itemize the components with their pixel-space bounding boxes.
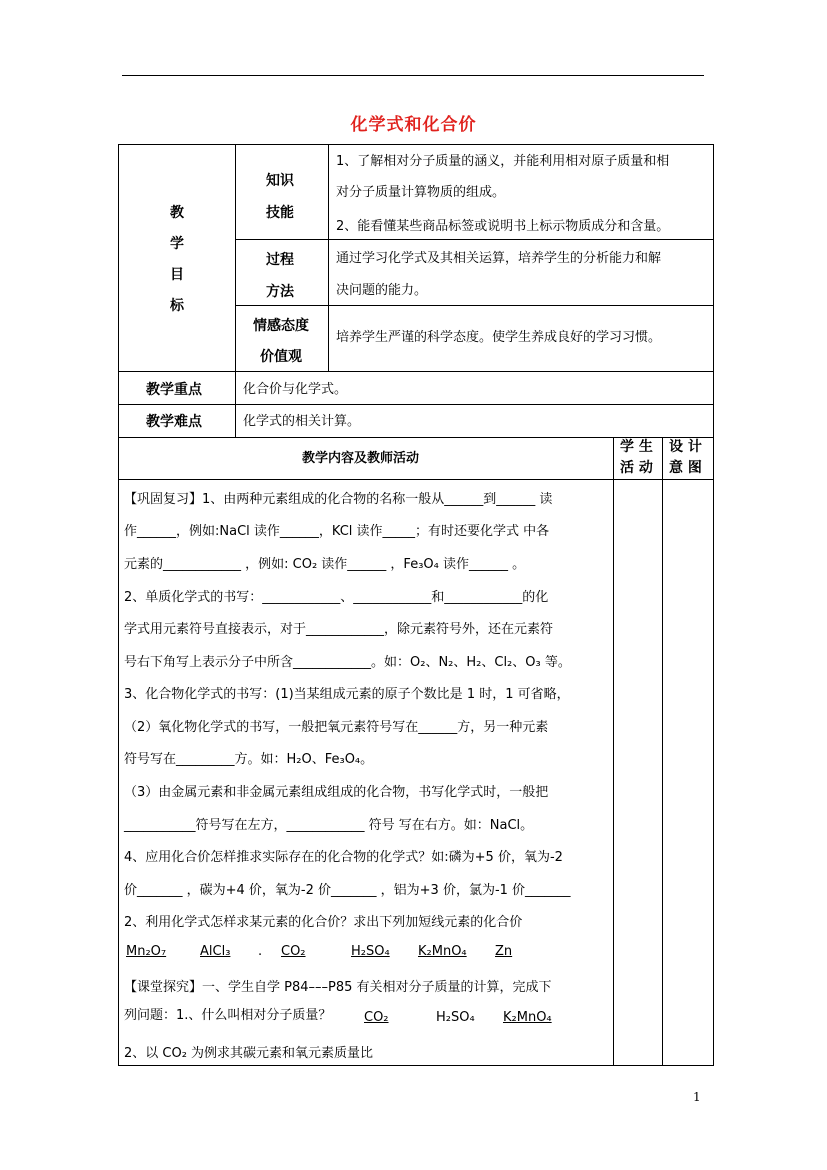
objectives-group-label: 教 学 目 标 (170, 205, 184, 314)
vrule-label-col (235, 144, 236, 437)
knowledge-label-2: 技能 (266, 205, 294, 221)
process-label-1: 过程 (266, 252, 294, 268)
explore-co2: CO₂ (364, 1010, 389, 1025)
design-intent-header-1: 设 计 (669, 439, 702, 455)
content-line: （3）由金属元素和非金属元素组成组成的化合物，书写化学式时，一般把 (124, 785, 549, 800)
knowledge-line-3: 2、能看懂某些商品标签或说明书上标示物质成分和含量。 (336, 219, 670, 234)
formula-h2so4: H₂SO₄ (351, 944, 390, 959)
emotion-line-1: 培养学生严谨的科学态度。使学生养成良好的学习习惯。 (336, 330, 662, 345)
key-point-label: 教学重点 (146, 382, 202, 398)
content-line: 价_______ ，碳为+4 价，氧为-2 价_______ ，铝为+3 价，氯为-1 价_______ (124, 883, 571, 898)
vrule-student-col (613, 437, 614, 1066)
knowledge-line-2: 对分子质量计算物质的组成。 (336, 185, 506, 200)
difficulty-label: 教学难点 (146, 414, 202, 430)
formula-alcl3: AlCl₃ (200, 944, 231, 959)
rule-difficulty (118, 404, 714, 405)
formula-co2: CO₂ (281, 944, 306, 959)
content-line: 【巩固复习】1、由两种元素组成的化合物的名称一般从______到______ 读 (124, 492, 553, 507)
content-line: 号右下角写上表示分子中所含____________。如：O₂、N₂、H₂、Cl₂、O₃ 等。 (124, 655, 571, 670)
formula-zn: Zn (495, 944, 513, 959)
explore-k2mno4: K₂MnO₄ (503, 1010, 552, 1025)
content-line: 2、以 CO₂ 为例求其碳元素和氧元素质量比 (124, 1046, 374, 1061)
rule-content-body (118, 479, 714, 480)
formula-k2mno4: K₂MnO₄ (418, 944, 467, 959)
content-line: 学式用元素符号直接表示，对于____________，除元素符号外，还在元素符 (124, 622, 554, 637)
student-activity-header-1: 学 生 (620, 439, 653, 455)
formula-dot: . (258, 944, 263, 959)
vrule-sub-col (328, 144, 329, 371)
content-line: 【课堂探究】一、学生自学 P84–––P85 有关相对分子质量的计算，完成下 (124, 980, 552, 995)
rule-key-point (118, 371, 714, 372)
content-line: 3、化合物化学式的书写：(1)当某组成元素的原子个数比是 1 时，1 可省略， (124, 687, 570, 702)
knowledge-line-1: 1、了解相对分子质量的涵义，并能利用相对原子质量和相 (336, 154, 670, 169)
content-line: 作______，例如:NaCl 读作______，KCl 读作_____；有时还要化学式 中各 (124, 524, 550, 539)
emotion-label-2: 价值观 (260, 349, 302, 365)
student-activity-header-2: 活 动 (620, 460, 653, 476)
rule-objectives-1 (235, 239, 714, 240)
process-line-1: 通过学习化学式及其相关运算，培养学生的分析能力和解 (336, 251, 662, 266)
content-line: 符号写在_________方。如：H₂O、Fe₃O₄。 (124, 752, 374, 767)
page-number: 1 (693, 1090, 701, 1104)
rule-content-header (118, 437, 714, 438)
formula-mn2o7: Mn₂O₇ (126, 944, 167, 959)
content-header-main: 教学内容及教师活动 (302, 451, 420, 466)
emotion-label-1: 情感态度 (253, 318, 309, 334)
content-line: 4、应用化合价怎样推求实际存在的化合物的化学式？如:磷为+5 价，氧为-2 (124, 850, 563, 865)
key-point-value: 化合价与化学式。 (243, 382, 348, 397)
process-label-2: 方法 (266, 284, 294, 300)
content-line: 元素的____________ ，例如: CO₂ 读作______ ，Fe₃O₄ 读作______ 。 (124, 557, 526, 572)
difficulty-value: 化学式的相关计算。 (243, 414, 361, 429)
explore-question: 列问题：1.、什么叫相对分子质量？ (124, 1008, 332, 1023)
vrule-design-col (662, 437, 663, 1066)
explore-h2so4: H₂SO₄ (436, 1010, 475, 1025)
content-line: ___________符号写在左方，____________ 符号 写在右方。如：NaCl。 (124, 818, 534, 833)
design-intent-header-2: 意 图 (669, 460, 702, 476)
rule-objectives-2 (235, 305, 714, 306)
content-line: （2）氧化物化学式的书写，一般把氧元素符号写在______方，另一种元素 (124, 720, 549, 735)
content-line: 2、单质化学式的书写：____________、____________和____________的化 (124, 590, 549, 605)
knowledge-label-1: 知识 (266, 173, 294, 189)
content-line: 2、利用化学式怎样求某元素的化合价？求出下列加短线元素的化合价 (124, 915, 523, 930)
page-title: 化学式和化合价 (350, 115, 477, 135)
header-rule (122, 75, 704, 76)
process-line-2: 决问题的能力。 (336, 283, 428, 298)
